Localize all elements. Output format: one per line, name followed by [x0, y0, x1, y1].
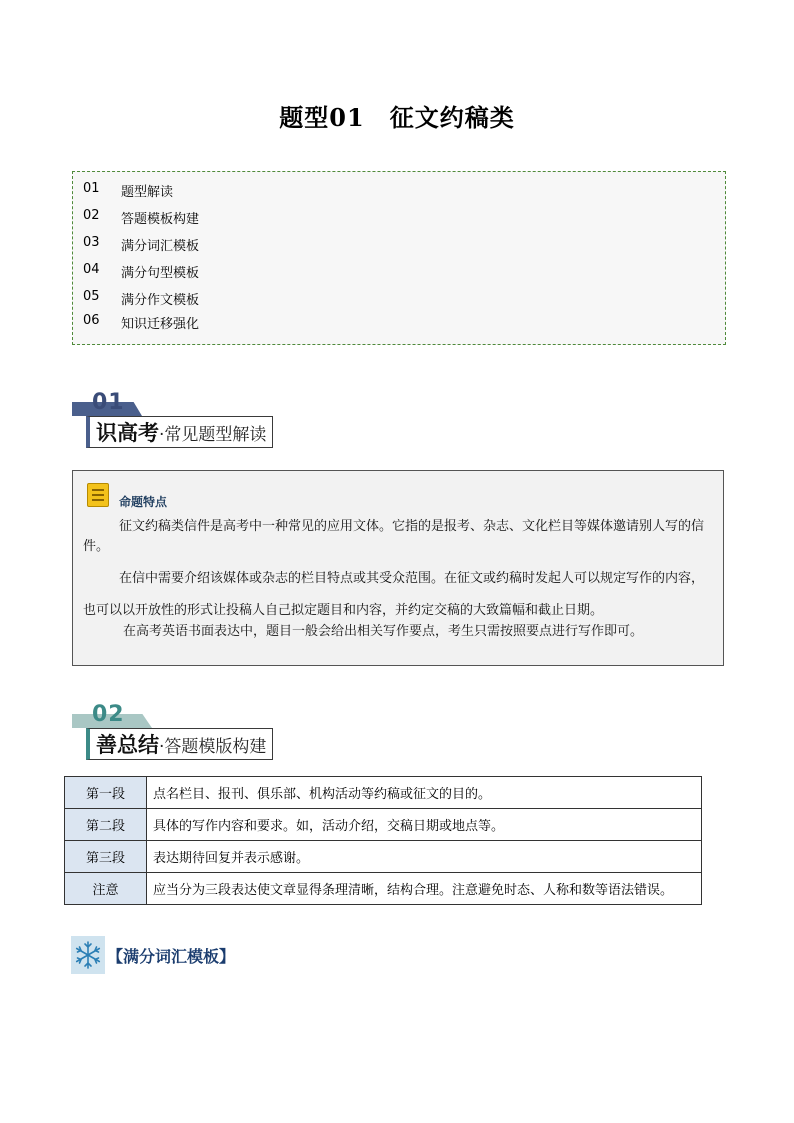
toc-item[interactable] — [83, 289, 199, 308]
table-row — [65, 873, 702, 905]
answer-template-table — [64, 776, 702, 905]
section-header-01 — [72, 390, 332, 452]
row-text: 表达期待回复并表示感谢。 — [147, 841, 702, 873]
toc-number: 01 — [83, 181, 100, 196]
section-title-main: 善总结 — [96, 733, 159, 757]
callout-heading: 命题特点 — [119, 495, 168, 509]
section-title-sub: ·答题模版构建 — [159, 736, 267, 757]
toc-number: 05 — [83, 289, 100, 304]
toc-number: 02 — [83, 208, 100, 223]
section-title-main: 识高考 — [96, 421, 159, 445]
table-row — [65, 841, 702, 873]
section-title-sub: ·常见题型解读 — [159, 424, 267, 445]
vocab-heading-label: 【满分词汇模板】 — [107, 946, 236, 966]
toc-number: 06 — [83, 313, 100, 328]
row-label: 第三段 — [65, 841, 147, 873]
callout-paragraph: 在高考英语书面表达中，题目一般会给出相关写作要点，考生只需按照要点进行写作即可。 — [123, 624, 644, 639]
toc-item[interactable] — [83, 208, 199, 227]
toc-label: 答题模板构建 — [121, 212, 200, 227]
page-title: 题型01 征文约稿类 — [279, 103, 515, 132]
row-label: 注意 — [65, 873, 147, 905]
section-title-box — [86, 416, 273, 448]
exam-features-callout — [72, 470, 724, 666]
section-number: 01 — [92, 390, 125, 415]
snowflake-icon — [71, 936, 105, 974]
vocab-section-heading — [71, 936, 235, 974]
section-header-02 — [72, 702, 332, 764]
toc-label: 题型解读 — [121, 185, 174, 200]
toc-label: 知识迁移强化 — [121, 317, 200, 332]
table-of-contents — [72, 171, 726, 345]
toc-label: 满分句型模板 — [121, 266, 200, 281]
toc-label: 满分作文模板 — [121, 293, 200, 308]
table-row — [65, 809, 702, 841]
toc-item[interactable] — [83, 235, 199, 254]
toc-label: 满分词汇模板 — [121, 239, 200, 254]
row-text: 具体的写作内容和要求。如，活动介绍，交稿日期或地点等。 — [147, 809, 702, 841]
section-title-box — [86, 728, 273, 760]
callout-paragraph: 征文约稿类信件是高考中一种常见的应用文体。它指的是报考、杂志、文化栏目等媒体邀请别人写的信件。 — [83, 519, 705, 554]
toc-item[interactable] — [83, 313, 199, 332]
toc-number: 04 — [83, 262, 100, 277]
section-number: 02 — [92, 702, 125, 727]
row-text: 点名栏目、报刊、俱乐部、机构活动等约稿或征文的目的。 — [147, 777, 702, 809]
row-text: 应当分为三段表达使文章显得条理清晰，结构合理。注意避免时态、人称和数等语法错误。 — [147, 873, 702, 905]
table-row — [65, 777, 702, 809]
toc-item[interactable] — [83, 262, 199, 281]
row-label: 第二段 — [65, 809, 147, 841]
toc-item[interactable] — [83, 181, 173, 200]
callout-paragraph: 在信中需要介绍该媒体或杂志的栏目特点或其受众范围。在征文或约稿时发起人可以规定写作的内容，也可以以开放性的形式让投稿人自己拟定题目和内容，并约定交稿的大致篇幅和截止日期。 — [83, 571, 705, 618]
notebook-icon — [87, 483, 109, 507]
toc-number: 03 — [83, 235, 100, 250]
row-label: 第一段 — [65, 777, 147, 809]
